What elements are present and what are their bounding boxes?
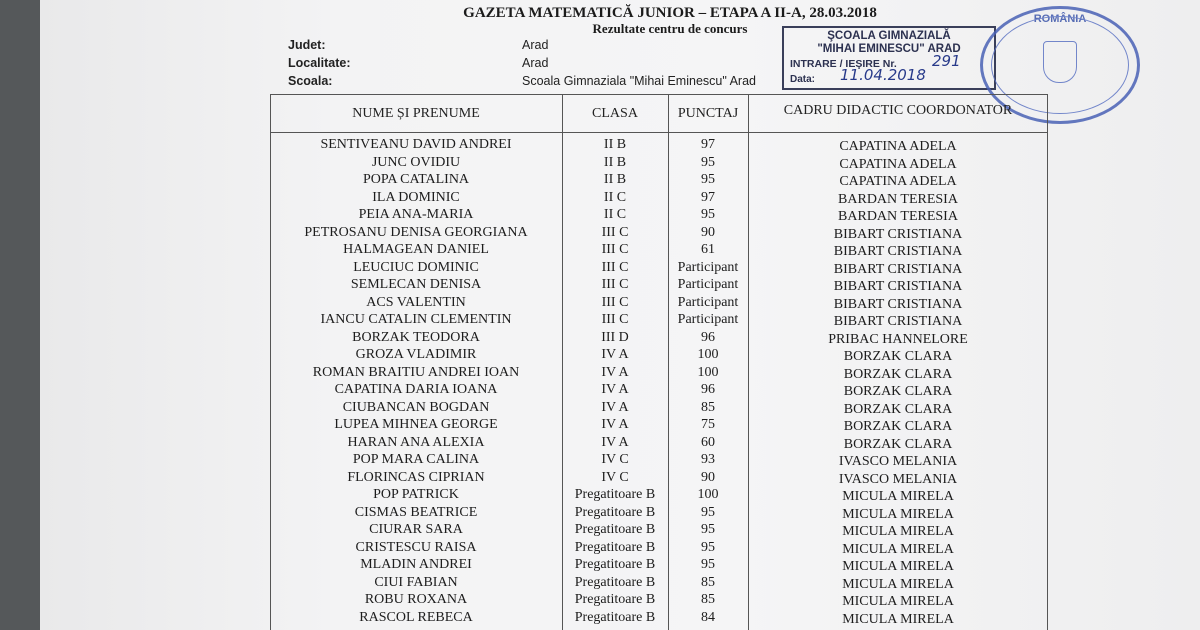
cell-teacher: BORZAK CLARA xyxy=(843,384,953,399)
cell-teacher: BORZAK CLARA xyxy=(843,366,953,382)
cell-name: SEMLECAN DENISA xyxy=(350,277,482,292)
cell-score: 97 xyxy=(701,189,715,205)
cell-name: GROZA VLADIMIR xyxy=(355,347,477,362)
cell-score: 95 xyxy=(701,557,715,572)
cell-class: IV C xyxy=(601,469,629,485)
cell-score: 85 xyxy=(701,574,715,590)
cell-class: Pregatitoare B xyxy=(574,574,656,590)
cell-score: 85 xyxy=(701,399,715,415)
seal-crest-icon xyxy=(1043,41,1077,83)
cell-score: 96 xyxy=(701,382,715,397)
cell-name: JUNC OVIDIU xyxy=(371,154,461,170)
cell-class: IV A xyxy=(601,347,629,362)
cell-teacher: BIBART CRISTIANA xyxy=(833,296,963,312)
cell-score: 90 xyxy=(701,469,715,485)
cell-teacher: BIBART CRISTIANA xyxy=(833,279,963,294)
cell-class: III C xyxy=(601,259,629,275)
registration-stamp xyxy=(782,26,996,90)
cell-score: 95 xyxy=(701,504,715,520)
cell-name: FLORINCAS CIPRIAN xyxy=(347,469,485,485)
cell-score: 95 xyxy=(701,522,715,537)
cell-score: 95 xyxy=(701,154,715,170)
document-title: GAZETA MATEMATICĂ JUNIOR – ETAPA A II-A, 28.03.2018 xyxy=(463,5,877,21)
cell-name: BORZAK TEODORA xyxy=(352,329,480,345)
cell-class: II C xyxy=(603,207,627,222)
cell-teacher: MICULA MIRELA xyxy=(842,576,954,592)
cell-teacher: BIBART CRISTIANA xyxy=(833,244,963,259)
cell-teacher: MICULA MIRELA xyxy=(842,506,954,522)
cell-name: HARAN ANA ALEXIA xyxy=(347,434,485,450)
cell-teacher: MICULA MIRELA xyxy=(842,489,954,504)
meta-value: Arad xyxy=(522,56,549,70)
cell-class: Pregatitoare B xyxy=(574,487,656,502)
column-header-score: PUNCTAJ xyxy=(677,106,739,121)
cell-teacher: CAPATINA ADELA xyxy=(839,156,957,172)
cell-name: MLADIN ANDREI xyxy=(360,557,472,572)
cell-teacher: CAPATINA ADELA xyxy=(839,174,957,189)
cell-score: 85 xyxy=(701,592,715,607)
meta-value: Scoala Gimnaziala "Mihai Eminescu" Arad xyxy=(522,74,756,88)
cell-score: 90 xyxy=(701,224,715,240)
cell-score: 95 xyxy=(701,207,715,222)
stamp-handwritten-date: 11.04.2018 xyxy=(840,66,926,84)
cell-name: CIURAR SARA xyxy=(369,522,463,537)
cell-name: CRISTESCU RAISA xyxy=(355,539,477,555)
cell-name: PETROSANU DENISA GEORGIANA xyxy=(304,224,528,240)
cell-class: Pregatitoare B xyxy=(574,522,656,537)
stamp-line-register: INTRARE / IEŞIRE Nr. xyxy=(790,58,897,70)
cell-class: Pregatitoare B xyxy=(574,557,656,572)
cell-name: ROMAN BRAITIU ANDREI IOAN xyxy=(312,364,520,380)
cell-name: LEUCIUC DOMINIC xyxy=(353,259,479,275)
cell-teacher: MICULA MIRELA xyxy=(842,524,954,539)
cell-name: SENTIVEANU DAVID ANDREI xyxy=(320,137,512,152)
cell-name: PEIA ANA-MARIA xyxy=(358,207,474,222)
cell-class: IV A xyxy=(601,382,629,397)
cell-class: III C xyxy=(601,312,629,327)
cell-score: 100 xyxy=(697,347,719,362)
stamp-line-name: "MIHAI EMINESCU" ARAD xyxy=(817,43,961,55)
cell-class: IV A xyxy=(601,434,629,450)
cell-teacher: MICULA MIRELA xyxy=(842,559,954,574)
cell-teacher: IVASCO MELANIA xyxy=(838,454,958,469)
meta-label: Localitate: xyxy=(288,56,351,70)
document-page xyxy=(40,0,1200,630)
table-border-top xyxy=(270,94,1048,95)
cell-class: III C xyxy=(601,224,629,240)
cell-name: POPA CATALINA xyxy=(362,172,470,187)
cell-class: IV A xyxy=(601,417,629,432)
cell-score: 61 xyxy=(701,242,715,257)
cell-name: RASCOL REBECA xyxy=(359,609,473,625)
cell-teacher: BARDAN TERESIA xyxy=(838,191,958,207)
cell-name: ROBU ROXANA xyxy=(364,592,468,607)
cell-class: III C xyxy=(601,277,629,292)
stamp-line-school: ŞCOALA GIMNAZIALĂ xyxy=(827,30,951,42)
cell-teacher: CAPATINA ADELA xyxy=(839,139,957,154)
cell-teacher: PRIBAC HANNELORE xyxy=(828,331,968,347)
cell-class: Pregatitoare B xyxy=(574,539,656,555)
cell-name: CISMAS BEATRICE xyxy=(354,504,478,520)
stamp-handwritten-number: 291 xyxy=(932,52,961,70)
cell-name: POP PATRICK xyxy=(373,487,459,502)
cell-score: 95 xyxy=(701,172,715,187)
table-header-divider xyxy=(270,132,1048,133)
cell-class: III C xyxy=(601,294,629,310)
cell-name: CIUI FABIAN xyxy=(374,574,458,590)
cell-name: CIUBANCAN BOGDAN xyxy=(342,399,490,415)
cell-score: 75 xyxy=(701,417,715,432)
cell-score: 100 xyxy=(697,487,719,502)
cell-score: Participant xyxy=(677,312,739,327)
cell-name: LUPEA MIHNEA GEORGE xyxy=(334,417,498,432)
cell-teacher: IVASCO MELANIA xyxy=(838,471,958,487)
cell-class: III D xyxy=(601,329,629,345)
cell-teacher: BORZAK CLARA xyxy=(843,349,953,364)
meta-value: Arad xyxy=(522,38,549,52)
cell-name: POP MARA CALINA xyxy=(352,452,480,467)
column-header-name: NUME ȘI PRENUME xyxy=(352,106,480,121)
cell-teacher: MICULA MIRELA xyxy=(842,594,954,609)
cell-score: Participant xyxy=(677,259,739,275)
cell-teacher: MICULA MIRELA xyxy=(842,611,954,627)
column-header-teacher: CADRU DIDACTIC COORDONATOR xyxy=(783,103,1013,118)
cell-teacher: BIBART CRISTIANA xyxy=(833,261,963,277)
cell-name: ACS VALENTIN xyxy=(366,294,466,310)
cell-score: 96 xyxy=(701,329,715,345)
cell-class: IV C xyxy=(601,452,629,467)
cell-name: CAPATINA DARIA IOANA xyxy=(334,382,498,397)
cell-class: III C xyxy=(601,242,629,257)
stamp-date-label: Data: xyxy=(790,74,816,85)
cell-score: Participant xyxy=(677,277,739,292)
cell-name: ILA DOMINIC xyxy=(372,189,460,205)
cell-teacher: BORZAK CLARA xyxy=(843,419,953,434)
cell-teacher: BORZAK CLARA xyxy=(843,436,953,452)
meta-label: Judet: xyxy=(288,38,326,52)
cell-score: Participant xyxy=(677,294,739,310)
cell-class: Pregatitoare B xyxy=(574,592,656,607)
cell-class: II B xyxy=(603,172,627,187)
cell-class: II B xyxy=(603,137,627,152)
results-table xyxy=(270,94,1048,630)
cell-teacher: BORZAK CLARA xyxy=(843,401,953,417)
cell-teacher: BIBART CRISTIANA xyxy=(833,226,963,242)
document-subtitle: Rezultate centru de concurs xyxy=(592,21,748,36)
cell-class: Pregatitoare B xyxy=(574,609,656,625)
cell-score: 60 xyxy=(701,434,715,450)
cell-class: Pregatitoare B xyxy=(574,504,656,520)
cell-score: 95 xyxy=(701,539,715,555)
meta-label: Scoala: xyxy=(288,74,333,88)
cell-class: II C xyxy=(603,189,627,205)
cell-score: 100 xyxy=(697,364,719,380)
column-header-class: CLASA xyxy=(592,106,638,121)
cell-class: IV A xyxy=(601,399,629,415)
cell-class: IV A xyxy=(601,364,629,380)
cell-name: HALMAGEAN DANIEL xyxy=(343,242,489,257)
cell-name: IANCU CATALIN CLEMENTIN xyxy=(320,312,512,327)
cell-class: II B xyxy=(603,154,627,170)
seal-text: ROMÂNIA xyxy=(1033,13,1087,25)
cell-teacher: BIBART CRISTIANA xyxy=(833,314,963,329)
cell-teacher: BARDAN TERESIA xyxy=(838,209,958,224)
cell-score: 97 xyxy=(701,137,715,152)
cell-score: 93 xyxy=(701,452,715,467)
cell-teacher: MICULA MIRELA xyxy=(842,541,954,557)
cell-score: 84 xyxy=(701,609,715,625)
